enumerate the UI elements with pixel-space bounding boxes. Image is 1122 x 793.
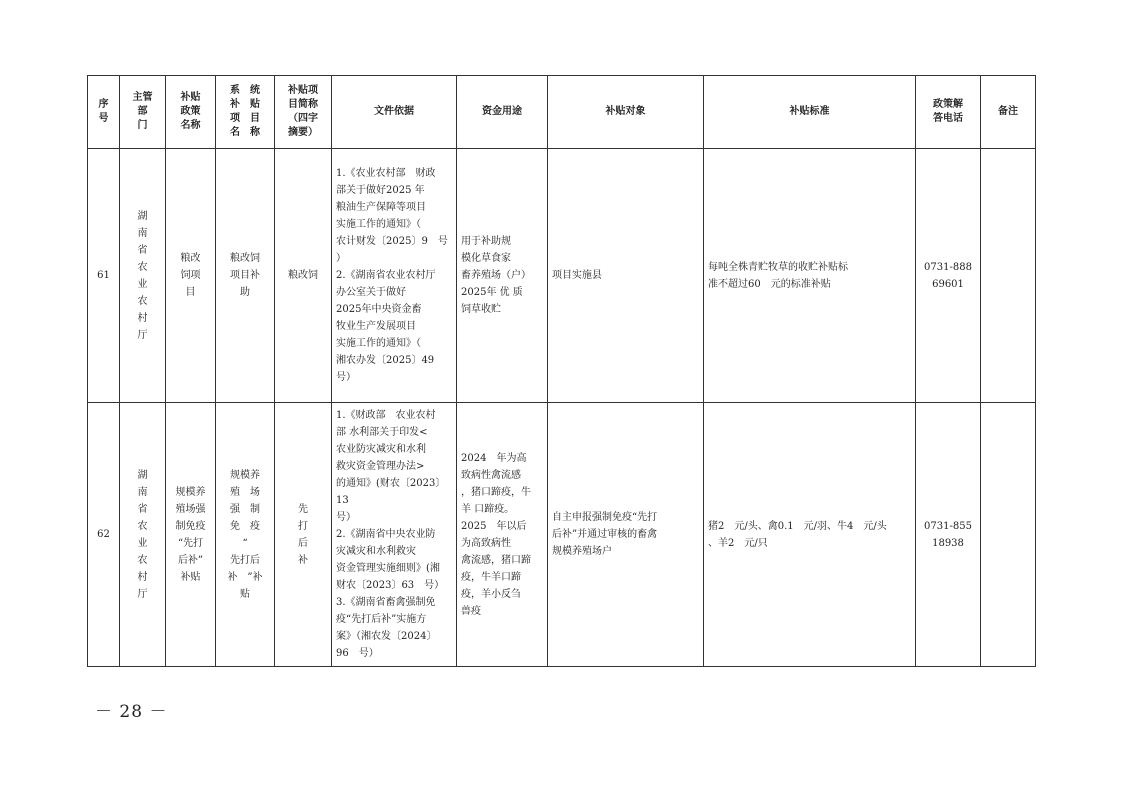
cell-subsidy-standard: 每吨全株青贮牧草的收贮补贴标 准不超过60 元的标准补贴	[704, 149, 916, 403]
cell-remark	[981, 403, 1036, 667]
cell-abbreviation: 粮改饲	[275, 149, 332, 403]
cell-policy-phone: 0731-888 69601	[916, 149, 981, 403]
cell-department: 湖 南 省 农 业 农 村 厅	[120, 403, 166, 667]
header-department: 主管 部 门	[120, 76, 166, 149]
cell-fund-use: 用于补助规 模化草食家 畜养殖场（户） 2025年 优 质 饲草收贮	[457, 149, 548, 403]
cell-document-basis: 1.《财政部 农业农村 部 水利部关于印发< 农业防灾减灾和水利 救灾资金管理办法> 的通知》(财农〔2023〕 13 号） 2.《湖南省中央农业防 灾减灾和水利救灾 资金管理实施细则》(湘 财农〔2023〕63 号） 3.《湖南省畜禽强制免 疫“先打后补”实施方 案》（湘农发〔2024〕 96 号）	[332, 403, 457, 667]
header-fund-use: 资金用途	[457, 76, 548, 149]
header-row	[88, 76, 1036, 149]
cell-abbreviation: 先 打 后 补	[275, 403, 332, 667]
cell-system-item-name: 粮改饲 项目补 助	[216, 149, 275, 403]
cell-policy-name: 粮改 饲项 目	[166, 149, 216, 403]
cell-policy-name: 规模养 殖场强 制免疫 “先打 后补” 补贴	[166, 403, 216, 667]
header-system-item-name: 系 统 补 贴 项 目 名 称	[216, 76, 275, 149]
header-abbreviation: 补贴项 目简称 （四字 摘要）	[275, 76, 332, 149]
subsidy-policy-table	[87, 75, 1036, 667]
header-subsidy-standard: 补贴标准	[704, 76, 916, 149]
cell-subsidy-standard: 猪2 元/头、禽0.1 元/羽、牛4 元/头 、羊2 元/只	[704, 403, 916, 667]
header-remark: 备注	[981, 76, 1036, 149]
cell-document-basis: 1.《农业农村部 财政 部关于做好2025 年 粮油生产保障等项目 实施工作的通知》（ 农计财发〔2025〕9 号 ） 2.《湖南省农业农村厅 办公室关于做好 2025年中央资金畜 牧业生产发展项目 实施工作的通知》（ 湘农办发〔2025〕49 号）	[332, 149, 457, 403]
header-subsidy-target: 补贴对象	[548, 76, 704, 149]
header-serial-number: 序 号	[88, 76, 120, 149]
cell-system-item-name: 规模养 殖 场 强 制 免 疫 “ 先打后 补 ”补 贴	[216, 403, 275, 667]
cell-subsidy-target: 自主申报强制免疫“先打 后补”并通过审核的畜禽 规模养殖场户	[548, 403, 704, 667]
cell-serial-number: 62	[88, 403, 120, 667]
header-policy-phone: 政策解 答电话	[916, 76, 981, 149]
table-row	[88, 403, 1036, 667]
cell-serial-number: 61	[88, 149, 120, 403]
cell-remark	[981, 149, 1036, 403]
cell-department: 湖 南 省 农 业 农 村 厅	[120, 149, 166, 403]
header-policy-name: 补贴 政策 名称	[166, 76, 216, 149]
cell-policy-phone: 0731-855 18938	[916, 403, 981, 667]
header-document-basis: 文件依据	[332, 76, 457, 149]
cell-subsidy-target: 项目实施县	[548, 149, 704, 403]
table-row	[88, 149, 1036, 403]
page-number: － 28 －	[95, 702, 168, 722]
cell-fund-use: 2024 年为高 致病性禽流感 ，猪口蹄疫，牛 羊 口蹄疫。 2025 年以后 为高致病性 禽流感，猪口蹄 疫，牛羊口蹄 疫，羊小反刍 兽疫	[457, 403, 548, 667]
